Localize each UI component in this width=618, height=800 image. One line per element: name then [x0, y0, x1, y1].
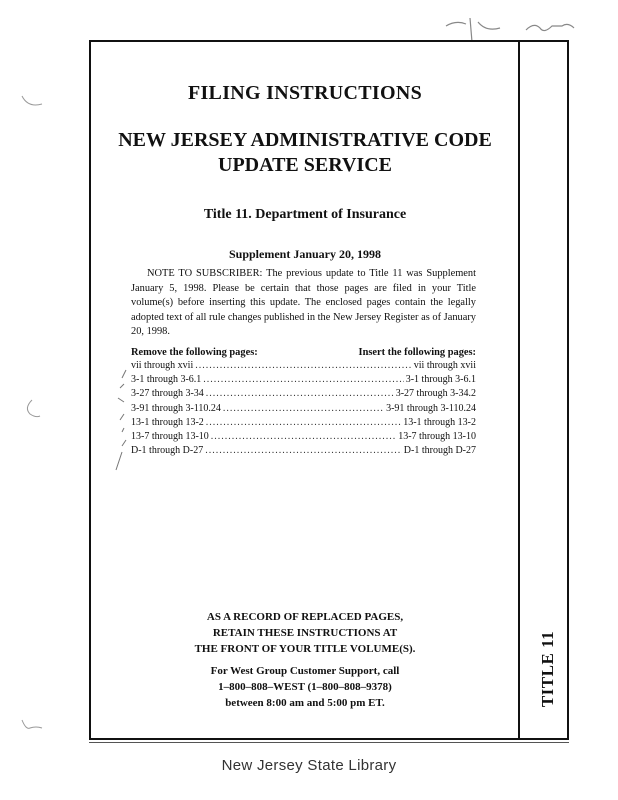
page-title: FILING INSTRUCTIONS — [187, 82, 423, 104]
customer-support-info — [92, 663, 518, 711]
record-instructions — [92, 609, 518, 657]
leader-dots — [223, 403, 384, 414]
handwritten-mark-left-3 — [18, 716, 48, 736]
handwritten-mark-left-1 — [18, 92, 48, 112]
insert-pages: 3-91 through 3-110.24 — [386, 402, 476, 414]
record-line-2: RETAIN THESE INSTRUCTIONS AT — [212, 627, 398, 639]
support-hours: between 8:00 am and 5:00 pm ET. — [225, 697, 385, 709]
insert-pages: 13-1 through 13-2 — [403, 416, 476, 428]
support-line-1: For West Group Customer Support, call — [210, 665, 400, 677]
insert-pages: 3-1 through 3-6.1 — [405, 374, 476, 386]
code-title — [92, 128, 518, 178]
leader-dots — [211, 431, 396, 442]
remove-pages: 13-1 through 13-2 — [131, 416, 204, 428]
remove-pages: 3-91 through 3-110.24 — [131, 402, 221, 414]
record-line-3: THE FRONT OF YOUR TITLE VOLUME(S). — [194, 643, 416, 655]
leader-dots — [205, 445, 402, 456]
table-row — [131, 431, 476, 445]
insert-pages: D-1 through D-27 — [403, 445, 476, 457]
table-row — [131, 374, 476, 388]
title-section-heading: Title 11. Department of Insurance — [203, 207, 407, 222]
library-stamp: New Jersey State Library — [221, 757, 397, 774]
table-row — [131, 360, 476, 374]
insert-pages: vii through xvii — [413, 360, 476, 371]
handwritten-mark-left-2 — [18, 398, 48, 420]
record-line-1: AS A RECORD OF REPLACED PAGES, — [206, 611, 404, 623]
remove-pages: vii through xvii — [131, 360, 194, 371]
remove-pages: 13-7 through 13-10 — [131, 430, 209, 442]
leader-dots — [203, 374, 403, 385]
insert-pages: 3-27 through 3-34.2 — [395, 388, 476, 400]
document-border-double-line — [89, 742, 569, 743]
remove-pages: 3-27 through 3-34 — [131, 388, 204, 400]
remove-pages: D-1 through D-27 — [131, 445, 204, 457]
supplement-date: Supplement January 20, 1998 — [228, 247, 382, 261]
side-tab-rule — [518, 40, 520, 740]
remove-column-header: Remove the following pages: — [131, 347, 258, 358]
page-replacement-table — [131, 347, 476, 459]
leader-dots — [206, 417, 401, 428]
table-row — [131, 403, 476, 417]
table-row — [131, 417, 476, 431]
subscriber-note: NOTE TO SUBSCRIBER: The previous update to Title 11 was Supplement January 5, 1998. Please be certain that those pages are filed in your Title volume(s) before inserting this update. The enclosed pages contain the legally adopted text of all rule changes published in the New Jersey Register as of January 20, 1998. — [131, 268, 476, 338]
side-tab-label: TITLE 11 — [538, 630, 557, 708]
leader-dots — [206, 388, 394, 399]
insert-pages: 13-7 through 13-10 — [398, 430, 476, 442]
support-phone: 1–800–808–WEST (1–800–808–9378) — [218, 681, 392, 693]
table-row — [131, 388, 476, 402]
table-row — [131, 445, 476, 459]
remove-pages: 3-1 through 3-6.1 — [131, 374, 202, 386]
leader-dots — [195, 360, 412, 371]
code-title-line-2: UPDATE SERVICE — [218, 154, 392, 176]
table-header — [131, 347, 476, 358]
code-title-line-1: NEW JERSEY ADMINISTRATIVE CODE — [118, 129, 492, 151]
insert-column-header: Insert the following pages: — [358, 347, 476, 358]
